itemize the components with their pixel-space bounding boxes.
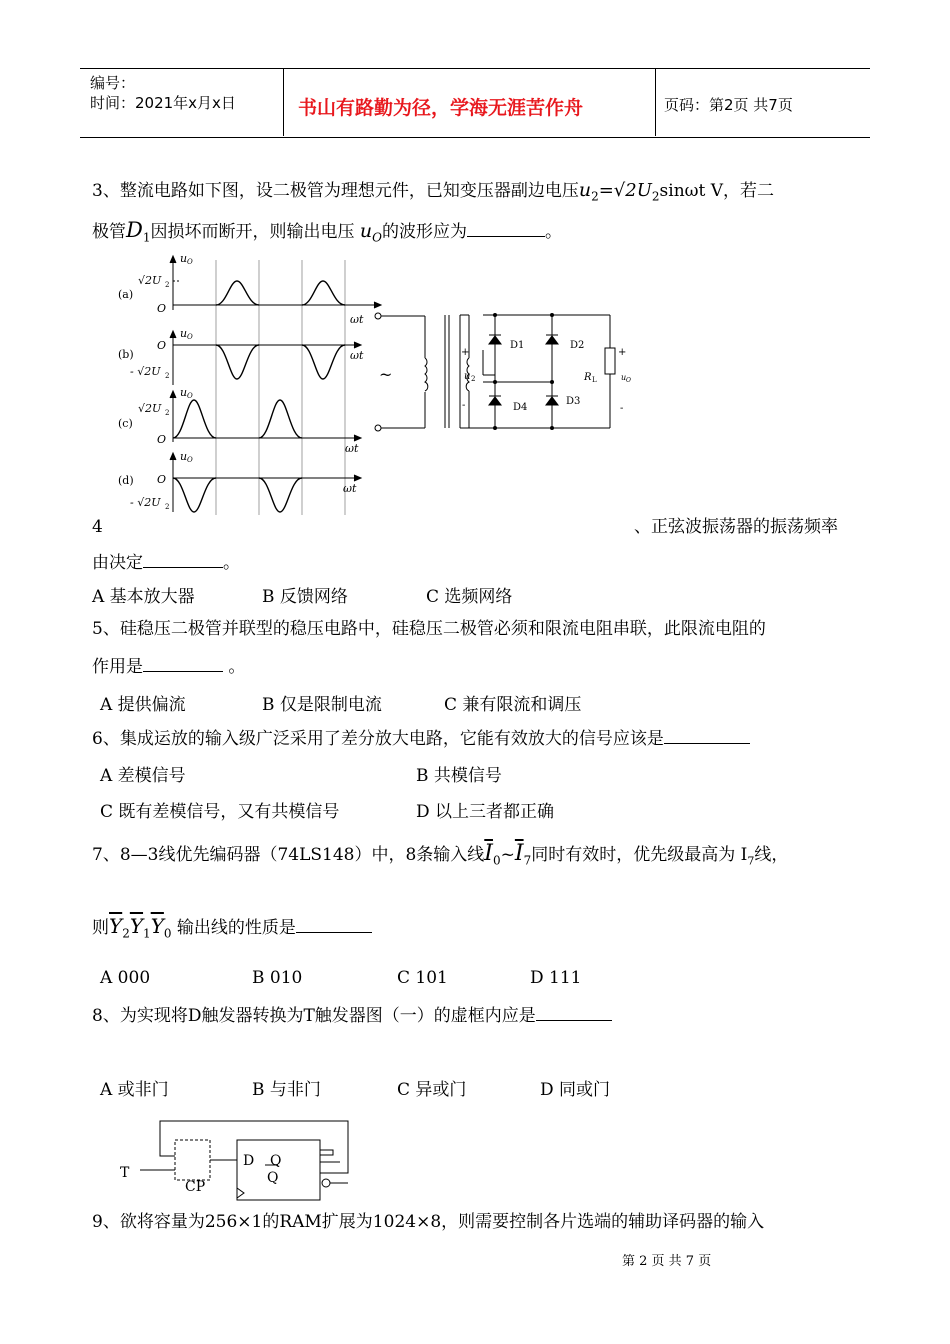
svg-text:O: O bbox=[187, 392, 193, 400]
amplitude-label: √2U bbox=[138, 402, 162, 415]
diode-label: D3 bbox=[566, 396, 581, 407]
minus-sign: - bbox=[620, 403, 624, 414]
svg-text:2: 2 bbox=[471, 375, 476, 383]
option[interactable]: C 既有差模信号，又有共模信号 bbox=[100, 802, 340, 822]
answer-blank[interactable] bbox=[536, 1002, 612, 1021]
amplitude-label: - √2U bbox=[130, 496, 161, 509]
minus-sign: - bbox=[462, 400, 466, 411]
waveform-options-figure bbox=[110, 250, 400, 515]
amplitude-label: √2U bbox=[138, 274, 162, 287]
t-flipflop-figure bbox=[110, 1115, 370, 1205]
answer-blank[interactable] bbox=[143, 549, 223, 568]
q-pin-label: Q bbox=[270, 1153, 282, 1169]
question-7-line-1: 7、8—3线优先编码器（74LS148）中，8条输入线$\overline{I}_0\sim\overline{I}_7$同时有效时，优先级最高为 $I_7$线， bbox=[92, 841, 789, 868]
ac-source-symbol: ~ bbox=[379, 365, 393, 384]
header-divider bbox=[283, 68, 284, 136]
question-5-line-1: 5、硅稳压二极管并联型的稳压电路中，硅稳压二极管必须和限流电阻串联，此限流电阻的 bbox=[92, 619, 766, 639]
uo-label: u bbox=[621, 373, 627, 382]
origin-label: O bbox=[157, 302, 167, 315]
option[interactable]: A 000 bbox=[100, 968, 151, 988]
question-7-line-2: 则$\overline{Y}_2\overline{Y}_1\overline{Y}_0$ 输出线的性质是 bbox=[92, 914, 372, 945]
axis-wt-label: ωt bbox=[343, 482, 357, 495]
option[interactable]: B 与非门 bbox=[252, 1080, 321, 1100]
bridge-rectifier-figure bbox=[370, 300, 640, 440]
option[interactable]: C 选频网络 bbox=[426, 587, 513, 607]
option-d-label: (d) bbox=[118, 474, 134, 487]
origin-label: O bbox=[157, 433, 167, 446]
axis-label: u bbox=[180, 252, 188, 265]
header-motto: 书山有路勤为径，学海无涯苦作舟 bbox=[298, 97, 584, 119]
question-9-line-1: 9、欲将容量为256×1的RAM扩展为1024×8，则需要控制各片选端的辅助译码器的输入 bbox=[92, 1212, 765, 1232]
option[interactable]: D 以上三者都正确 bbox=[416, 802, 555, 822]
answer-blank[interactable] bbox=[467, 218, 545, 237]
diode-label: D4 bbox=[513, 402, 528, 413]
option[interactable]: B 010 bbox=[252, 968, 303, 988]
header-divider bbox=[655, 68, 656, 136]
qbar-pin-label: Q bbox=[267, 1170, 279, 1186]
diode-label: D1 bbox=[510, 340, 525, 351]
option[interactable]: A 提供偏流 bbox=[100, 695, 186, 715]
option[interactable]: B 共模信号 bbox=[416, 766, 502, 786]
option-a-label: (a) bbox=[118, 288, 134, 301]
svg-text:2: 2 bbox=[165, 372, 170, 380]
option[interactable]: C 兼有限流和调压 bbox=[444, 695, 582, 715]
diode-label: D2 bbox=[570, 340, 585, 351]
svg-text:2: 2 bbox=[165, 281, 170, 289]
question-4-text: 、正弦波振荡器的振荡频率 bbox=[634, 517, 838, 537]
svg-text:L: L bbox=[592, 376, 597, 384]
origin-label: O bbox=[157, 339, 167, 352]
svg-text:2: 2 bbox=[165, 409, 170, 417]
axis-label: u bbox=[180, 327, 188, 340]
question-3-line-2: 极管$D_1$因损坏而断开，则输出电压 $u_O$的波形应为 。 bbox=[92, 218, 562, 245]
answer-blank[interactable] bbox=[143, 653, 223, 672]
svg-text:2: 2 bbox=[165, 503, 170, 511]
option[interactable]: D 111 bbox=[530, 968, 582, 988]
header-number-label: 编号： bbox=[90, 74, 136, 92]
answer-blank[interactable] bbox=[296, 914, 372, 933]
d-pin-label: D bbox=[243, 1153, 255, 1169]
axis-wt-label: ωt bbox=[345, 442, 359, 455]
svg-text:O: O bbox=[187, 333, 193, 341]
option[interactable]: A 或非门 bbox=[100, 1080, 169, 1100]
option[interactable]: C 101 bbox=[397, 968, 448, 988]
question-4-line-2: 由决定 。 bbox=[92, 549, 240, 575]
plus-sign: + bbox=[618, 347, 627, 358]
axis-label: u bbox=[180, 386, 188, 399]
plus-sign: + bbox=[461, 347, 470, 358]
question-5-line-2: 作用是 。 bbox=[92, 653, 245, 679]
header-time-label: 时间：2021年x月x日 bbox=[90, 94, 236, 112]
svg-text:O: O bbox=[187, 456, 193, 464]
option-b-label: (b) bbox=[118, 348, 134, 361]
cp-label: CP bbox=[185, 1179, 206, 1195]
option-c-label: (c) bbox=[118, 417, 133, 430]
question-4-number: 4 bbox=[92, 517, 103, 537]
axis-wt-label: ωt bbox=[350, 313, 364, 326]
origin-label: O bbox=[157, 473, 167, 486]
question-8-line-1: 8、为实现将D触发器转换为T触发器图（一）的虚框内应是 bbox=[92, 1002, 612, 1028]
u2-label: u bbox=[464, 371, 471, 382]
svg-text:O: O bbox=[626, 377, 631, 384]
option[interactable]: D 同或门 bbox=[540, 1080, 611, 1100]
question-6-line-1: 6、集成运放的输入级广泛采用了差分放大电路，它能有效放大的信号应该是 bbox=[92, 725, 750, 751]
question-3-line-1: 3、整流电路如下图，设二极管为理想元件，已知变压器副边电压$u_2=√2U_2\sin\omega t$ V，若二 bbox=[92, 179, 775, 204]
t-input-label: T bbox=[120, 1165, 130, 1181]
page-footer: 第 2 页 共 7 页 bbox=[622, 1254, 712, 1269]
option[interactable]: A 基本放大器 bbox=[92, 587, 195, 607]
axis-label: u bbox=[180, 450, 188, 463]
load-label: R bbox=[584, 372, 592, 383]
option[interactable]: B 仅是限制电流 bbox=[262, 695, 382, 715]
answer-blank[interactable] bbox=[664, 725, 750, 744]
option[interactable]: C 异或门 bbox=[397, 1080, 467, 1100]
option[interactable]: B 反馈网络 bbox=[262, 587, 348, 607]
option[interactable]: A 差模信号 bbox=[100, 766, 186, 786]
svg-text:O: O bbox=[187, 258, 193, 266]
axis-wt-label: ωt bbox=[350, 349, 364, 362]
header-page-label: 页码：第2页 共7页 bbox=[664, 96, 793, 114]
amplitude-label: - √2U bbox=[130, 365, 161, 378]
